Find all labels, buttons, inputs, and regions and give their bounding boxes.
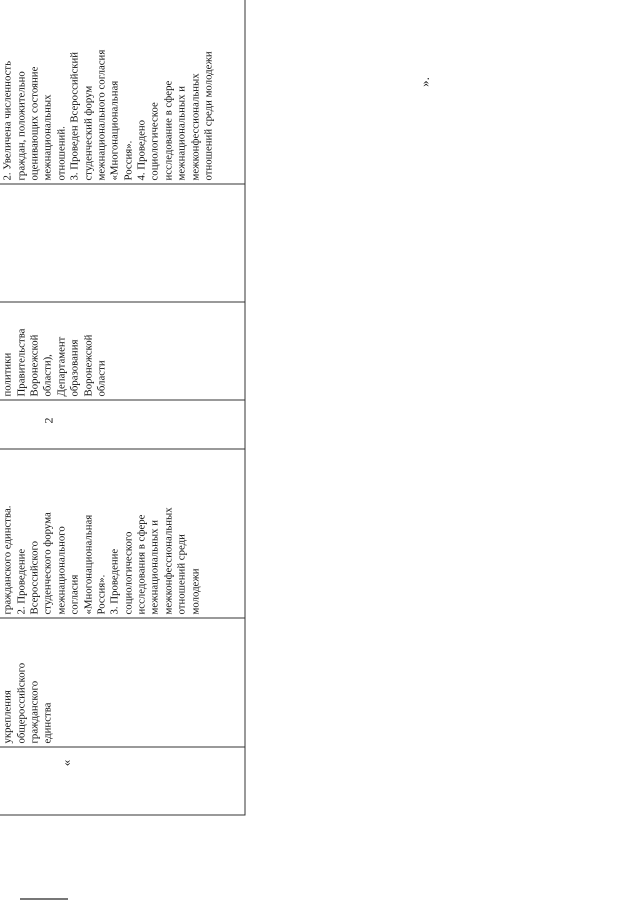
table-row [0, 0, 245, 815]
cell-line: 4. Проведено [135, 119, 148, 181]
cell-line: оценивающих состояние [28, 66, 41, 181]
cell-line: социологическое [148, 102, 161, 181]
cell-line: межнационального [55, 526, 68, 615]
cell-line: гражданского [28, 680, 41, 744]
cell-line: исследование в сфере [162, 80, 175, 181]
cell-line: образования [68, 339, 81, 397]
cell-line: отношений среди молодежи [202, 51, 215, 181]
cell-line: политики [1, 352, 14, 397]
cell-line: граждан, положительно [15, 71, 28, 181]
measures-table [0, 0, 246, 816]
rotated-table [0, 0, 246, 816]
cell-line: Всероссийского [28, 540, 41, 615]
results-cell [0, 0, 245, 184]
cell-line: «Многонациональная [108, 80, 121, 181]
cell-line: общероссийского [15, 662, 28, 744]
cell-line: 2. Проведение [15, 548, 28, 615]
cell-line: гражданского единства. [1, 505, 14, 615]
level-cell [0, 184, 245, 302]
opening-quote: « [58, 759, 74, 767]
cell-line: социологического [122, 531, 135, 615]
executors-cell [0, 302, 245, 400]
activities-cell [0, 449, 245, 618]
cell-line: «Многонациональная [82, 514, 94, 615]
cell-line: Воронежской [28, 334, 41, 397]
closing-quote: ». [416, 77, 432, 87]
scan-mark [20, 898, 68, 900]
period-cell [0, 400, 245, 449]
cell-line: межнациональных [41, 94, 54, 181]
cell-line: межконфессиональных [162, 507, 175, 615]
cell-line: Департамент [55, 336, 68, 397]
cell-line: межнационального согласия [95, 49, 108, 181]
cell-line: области), [41, 354, 54, 397]
task-name-cell [0, 618, 245, 747]
cell-line: студенческий форум [82, 85, 94, 181]
cell-line: исследования в сфере [135, 514, 148, 615]
cell-line: межнациональных и [175, 86, 188, 181]
cell-line: молодежи [189, 568, 201, 615]
cell-line: отношений. [55, 126, 68, 181]
cell-line: единства [41, 702, 54, 744]
cell-line: студенческого форума [41, 512, 54, 615]
cell-line: области [95, 360, 108, 397]
cell-line: межконфессиональных [189, 73, 201, 181]
cell-line: Россия». [122, 140, 135, 181]
page-number: 2 [41, 417, 56, 424]
cell-line: межнациональных и [148, 520, 161, 615]
cell-line: отношений среди [175, 534, 188, 615]
cell-line: 3. Проведение [108, 548, 121, 615]
cell-line: 2. Увеличена численность [1, 60, 14, 181]
cell-line: Правительства [15, 328, 28, 397]
cell-line: согласия [68, 574, 81, 615]
cell-line: 3. Проведен Всероссийский [68, 51, 81, 181]
task-id-cell [0, 747, 245, 815]
cell-line: Россия». [95, 574, 108, 615]
cell-line: укрепления [1, 690, 14, 744]
cell-line: Воронежской [82, 334, 94, 397]
